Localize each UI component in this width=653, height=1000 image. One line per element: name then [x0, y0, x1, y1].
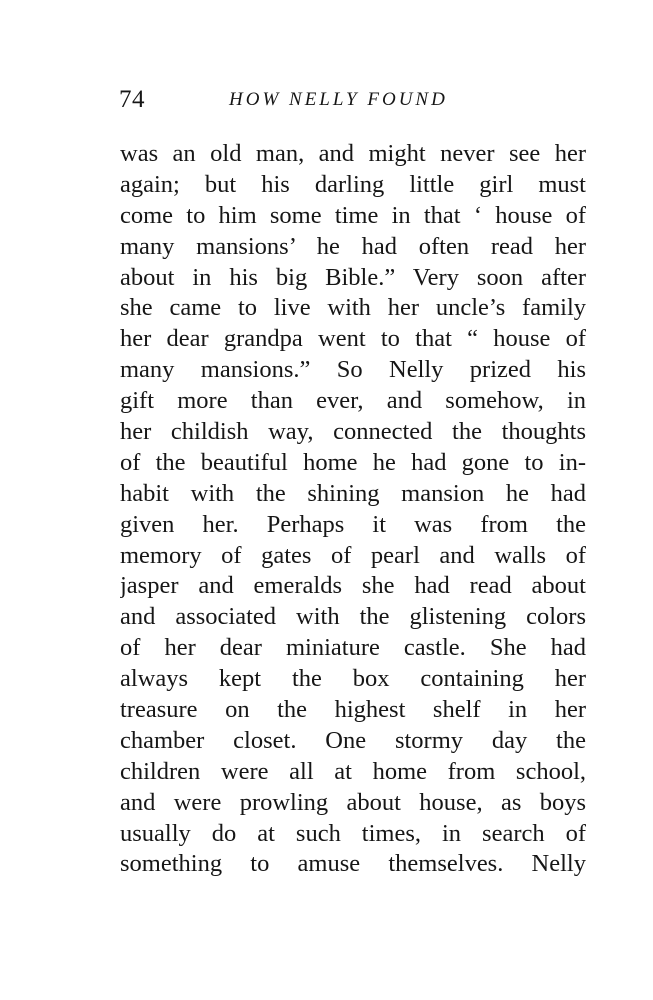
text-line: and associated with the glistening colors [120, 603, 586, 631]
text-line: many mansions.” So Nelly prized his [120, 356, 586, 384]
text-line: always kept the box containing her [120, 665, 586, 693]
text-line: of the beautiful home he had gone to in- [120, 448, 586, 476]
text-line: usually do at such times, in search of [120, 819, 586, 847]
text-line: her childish way, connected the thoughts [120, 418, 586, 446]
text-line: treasure on the highest shelf in her [120, 696, 586, 724]
text-line: come to him some time in that ‘ house of [120, 201, 586, 229]
text-line: again; but his darling little girl must [120, 170, 586, 198]
text-line: about in his big Bible.” Very soon after [120, 263, 586, 291]
body-text [120, 139, 586, 880]
text-line: habit with the shining mansion he had [120, 479, 586, 507]
text-line: jasper and emeralds she had read about [120, 572, 586, 600]
text-line: something to amuse themselves. Nelly [120, 850, 586, 878]
text-line: gift more than ever, and somehow, in [120, 387, 586, 415]
text-line: she came to live with her uncle’s family [120, 294, 586, 322]
text-line: was an old man, and might never see her [120, 140, 586, 167]
text-line: children were all at home from school, [120, 757, 586, 785]
text-line: given her. Perhaps it was from the [120, 510, 586, 538]
text-line: of her dear miniature castle. She had [120, 634, 586, 662]
text-line: and were prowling about house, as boys [120, 788, 586, 816]
running-head [119, 84, 589, 116]
text-line: her dear grandpa went to that “ house of [120, 325, 586, 353]
text-line: memory of gates of pearl and walls of [120, 541, 586, 569]
running-title: HOW NELLY FOUND [229, 89, 448, 110]
page-number: 74 [119, 86, 145, 113]
text-line: chamber closet. One stormy day the [120, 726, 586, 754]
text-line: many mansions’ he had often read her [120, 232, 586, 260]
